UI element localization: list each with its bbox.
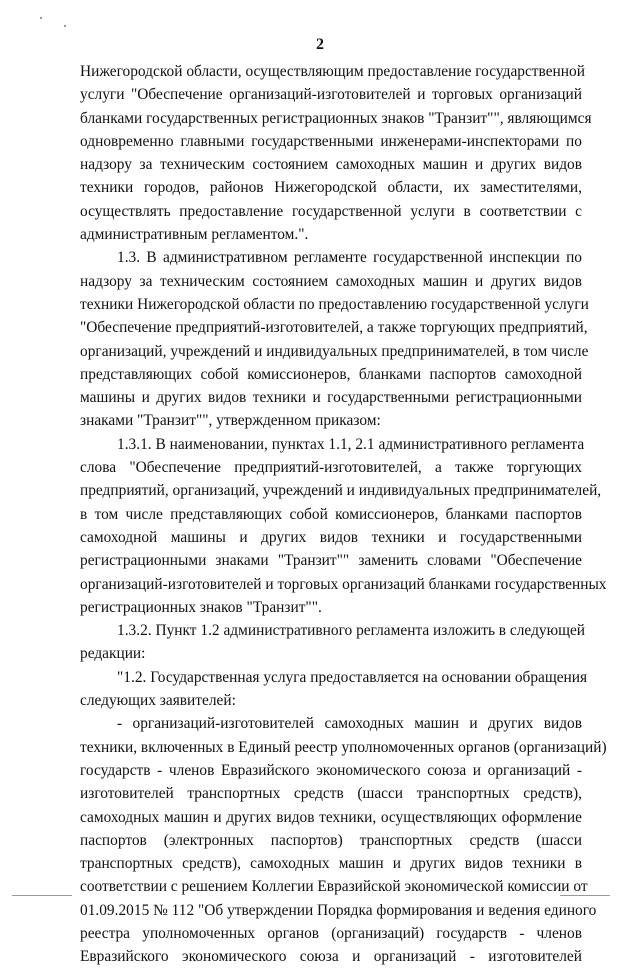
text-line: 1.3. В административном регламенте государственной инспекции по xyxy=(117,249,582,267)
scan-speck xyxy=(64,25,66,27)
text-line: регистрационных знаков "Транзит"". xyxy=(80,598,322,616)
text-line: транспортных средств), самоходных машин и других видов техники в xyxy=(80,855,582,873)
text-line: бланками государственных регистрационных знаков "Транзит"", являющимся xyxy=(80,109,592,127)
text-line: соответствии с решением Коллегии Евразийской экономической комиссии от xyxy=(80,878,588,896)
scan-edge-mark xyxy=(12,895,72,896)
text-line: редакции: xyxy=(80,645,146,663)
text-line: государств - членов Евразийского экономического союза и организаций - xyxy=(80,761,582,779)
text-line: реестра уполномоченных органов (организаций) государств - членов xyxy=(80,924,582,942)
text-line: услуги "Обеспечение организаций-изготовителей и торговых организаций xyxy=(80,86,582,104)
text-line: самоходной машины и других видов техники и государственными xyxy=(80,528,582,546)
text-line: техники Нижегородской области по предоставлению государственной услуги xyxy=(80,295,589,313)
document-body xyxy=(80,60,607,969)
text-line: техники, включенных в Единый реестр уполномоченных органов (организаций) xyxy=(80,738,607,756)
text-line: - организаций-изготовителей самоходных машин и других видов xyxy=(117,715,582,733)
scan-edge-mark xyxy=(560,895,610,896)
text-line: "Обеспечение предприятий-изготовителей, а также торгующих предприятий, xyxy=(80,319,588,337)
text-line: паспортов (электронных паспортов) транспортных средств (шасси xyxy=(80,831,582,849)
text-line: изготовителей транспортных средств (шасси транспортных средств), xyxy=(80,785,582,803)
scan-speck xyxy=(40,17,42,19)
text-line: надзору за техническим состоянием самоходных машин и других видов xyxy=(80,156,582,174)
text-line: представляющих собой комиссионеров, бланками паспортов самоходной xyxy=(80,365,582,383)
text-line: техники городов, районов Нижегородской области, их заместителями, xyxy=(80,179,582,197)
text-line: слова "Обеспечение предприятий-изготовителей, а также торгующих xyxy=(80,459,582,477)
text-line: административным регламентом.". xyxy=(80,226,309,244)
text-line: надзору за техническим состоянием самоходных машин и других видов xyxy=(80,272,582,290)
text-line: одновременно главными государственными инженерами-инспекторами по xyxy=(80,132,582,150)
text-line: следующих заявителей: xyxy=(80,692,236,710)
text-line: "1.2. Государственная услуга предоставляется на основании обращения xyxy=(117,668,588,686)
text-line: 01.09.2015 № 112 "Об утверждении Порядка формирования и ведения единого xyxy=(80,901,597,919)
text-line: организаций, учреждений и индивидуальных предпринимателей, в том числе xyxy=(80,342,589,360)
text-line: машины и других видов техники и государственными регистрационными xyxy=(80,389,582,407)
text-line: предприятий, организаций, учреждений и индивидуальных предпринимателей, xyxy=(80,482,602,500)
text-line: 1.3.2. Пункт 1.2 административного регламента изложить в следующей xyxy=(117,622,586,640)
text-line: Евразийского экономического союза и организаций - изготовителей xyxy=(80,948,582,966)
text-line: организаций-изготовителей и торговых организаций бланками государственных xyxy=(80,575,607,593)
text-line: осуществлять предоставление государственной услуги в соответствии с xyxy=(80,202,582,220)
text-line: знаками "Транзит"", утвержденном приказом: xyxy=(80,412,381,430)
text-line: 1.3.1. В наименовании, пунктах 1.1, 2.1 административного регламента xyxy=(117,435,585,453)
text-line: в том числе представляющих собой комиссионеров, бланками паспортов xyxy=(80,505,582,523)
text-line: регистрационными знаками "Транзит"" заменить словами "Обеспечение xyxy=(80,552,582,570)
text-line: Нижегородской области, осуществляющим предоставление государственной xyxy=(80,63,585,80)
page-number: 2 xyxy=(316,36,324,53)
text-line: самоходных машин и других видов техники, осуществляющих оформление xyxy=(80,808,582,826)
